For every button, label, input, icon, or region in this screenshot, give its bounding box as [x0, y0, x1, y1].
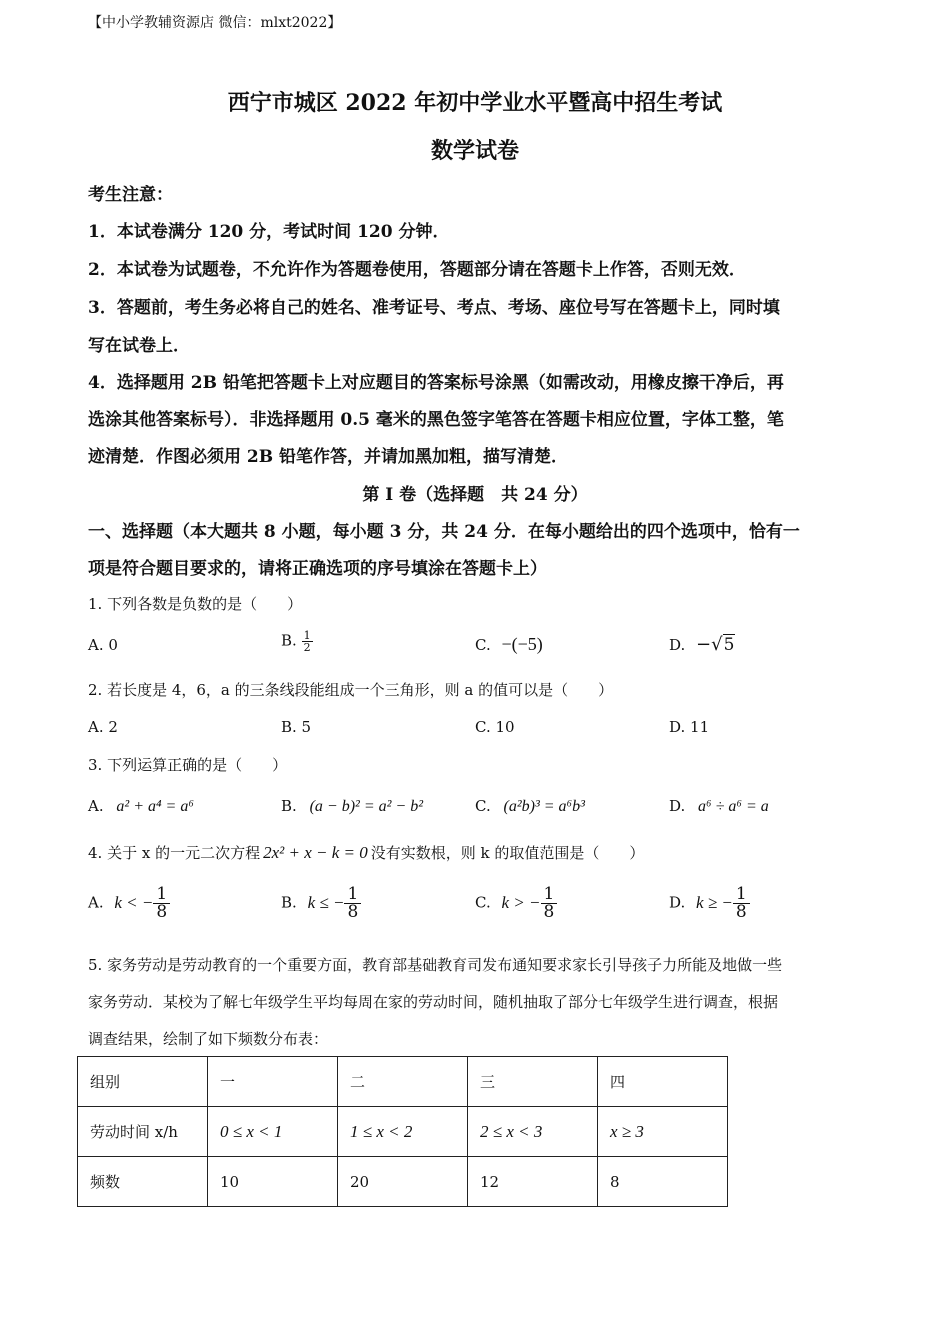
table-row	[78, 1057, 728, 1107]
q4-option-a-label: A.	[88, 893, 104, 912]
q4-stem-pre: 4. 关于 x 的一元二次方程	[88, 844, 261, 862]
q2-option-a: A. 2	[88, 718, 118, 736]
q3-option-b-label: B.	[281, 797, 297, 815]
table-cell: 1 ≤ x < 2	[338, 1107, 468, 1157]
q4-equation: 2x² + x − k = 0	[263, 843, 368, 862]
table-cell: 频数	[78, 1157, 208, 1207]
q1-stem: 1. 下列各数是负数的是（ ）	[88, 595, 303, 613]
frequency-table	[77, 1056, 728, 1207]
q4-c-numerator: 1	[541, 886, 558, 904]
q3-option-d-math: a⁶ ÷ a⁶ = a	[698, 798, 769, 815]
exam-subtitle: 数学试卷	[430, 138, 519, 164]
q4-option-d-label: D.	[669, 893, 686, 912]
q1-option-b	[281, 630, 313, 653]
q5-line3: 调查结果，绘制了如下频数分布表：	[88, 1030, 329, 1048]
q4-option-d-fraction	[733, 886, 750, 921]
q2-option-d: D. 11	[669, 718, 710, 736]
q1-option-b-label: B.	[281, 631, 297, 650]
table-row	[78, 1157, 728, 1207]
q1-option-c	[475, 634, 543, 655]
q2-stem: 2. 若长度是 4，6，a 的三条线段能组成一个三角形，则 a 的值可以是（ ）	[88, 681, 614, 699]
q1-b-numerator: 1	[303, 629, 311, 642]
notice-item-4-cont: 选涂其他答案标号）．非选择题用 0.5 毫米的黑色签字笔答在答题卡相应位置，字体工整，笔	[88, 410, 784, 430]
watermark-header: 【中小学教辅资源店 微信：mlxt2022】	[88, 15, 342, 31]
table-cell: 20	[338, 1157, 468, 1207]
q4-option-d-relation: k ≥ −	[696, 892, 733, 912]
q3-option-d-label: D.	[669, 797, 686, 815]
notice-item-2: 2．本试卷为试题卷，不允许作为答题卷使用，答题部分请在答题卡上作答，否则无效．	[88, 260, 746, 280]
q4-option-c-relation: k > −	[501, 892, 541, 912]
q4-option-a	[88, 886, 170, 921]
notice-item-1: 1．本试卷满分 120 分，考试时间 120 分钟．	[88, 222, 450, 242]
table-row	[78, 1107, 728, 1157]
q4-option-c-label: C.	[475, 893, 491, 912]
notice-item-3-cont: 写在试卷上．	[88, 336, 190, 356]
q5-line2: 家务劳动．某校为了解七年级学生平均每周在家的劳动时间，随机抽取了部分七年级学生进行调查，根据	[88, 993, 779, 1011]
q3-option-c-math: (a²b)³ = a⁶b³	[503, 798, 585, 815]
sqrt-icon: √	[711, 634, 723, 655]
q1-b-denominator: 2	[303, 641, 311, 654]
notice-item-4: 4．选择题用 2B 铅笔把答题卡上对应题目的答案标号涂黑（如需改动，用橡皮擦干净后，再	[88, 373, 784, 393]
q4-d-denominator: 8	[735, 902, 747, 922]
table-cell: 二	[338, 1057, 468, 1107]
q4-c-denominator: 8	[543, 902, 555, 922]
q4-b-numerator: 1	[344, 886, 361, 904]
q4-option-d	[669, 886, 750, 921]
q3-option-c-label: C.	[475, 797, 491, 815]
q4-a-numerator: 1	[153, 886, 170, 904]
q4-option-b	[281, 886, 361, 921]
q1-option-a: A. 0	[88, 636, 118, 654]
q1-option-d-label: D.	[669, 636, 686, 654]
q4-option-a-relation: k < −	[114, 892, 154, 912]
table-cell: 2 ≤ x < 3	[468, 1107, 598, 1157]
table-cell: x ≥ 3	[598, 1107, 728, 1157]
q5-line1: 5. 家务劳动是劳动教育的一个重要方面，教育部基础教育司发布通知要求家长引导孩子力所能及地做一些	[88, 956, 783, 974]
table-cell: 一	[208, 1057, 338, 1107]
q2-option-c: C. 10	[475, 718, 515, 736]
q3-option-d	[669, 797, 769, 816]
exam-title: 西宁市城区 2022 年初中学业水平暨高中招生考试	[227, 90, 723, 116]
q4-option-c-fraction	[541, 886, 558, 921]
q1-option-b-fraction	[302, 630, 313, 653]
q4-d-numerator: 1	[733, 886, 750, 904]
q3-option-a-label: A.	[88, 797, 104, 815]
q4-option-a-fraction	[153, 886, 170, 921]
notice-item-4-cont2: 迹清楚．作图必须用 2B 铅笔作答，并请加黑加粗，描写清楚．	[88, 447, 569, 467]
q3-option-a-math: a² + a⁴ = a⁶	[116, 798, 194, 815]
q1-option-d	[669, 634, 735, 655]
q3-option-c	[475, 797, 585, 816]
q3-option-a	[88, 797, 194, 816]
section-intro-line2: 项是符合题目要求的，请将正确选项的序号填涂在答题卡上）	[88, 559, 547, 579]
table-cell: 8	[598, 1157, 728, 1207]
table-cell: 三	[468, 1057, 598, 1107]
q3-stem: 3. 下列运算正确的是（ ）	[88, 756, 288, 774]
q1-option-c-math: −(−5)	[501, 634, 543, 654]
table-cell: 12	[468, 1157, 598, 1207]
q4-b-denominator: 8	[347, 902, 359, 922]
q1-option-d-radicand: 5	[723, 635, 735, 655]
q2-option-b: B. 5	[281, 718, 312, 736]
q4-option-b-relation: k ≤ −	[307, 892, 345, 912]
table-cell: 四	[598, 1057, 728, 1107]
q3-option-b-math: (a − b)² = a² − b²	[309, 798, 424, 815]
q4-option-b-label: B.	[281, 893, 297, 912]
table-cell: 10	[208, 1157, 338, 1207]
section-intro-line1: 一、选择题（本大题共 8 小题，每小题 3 分，共 24 分．在每小题给出的四个选项中，恰有一	[88, 522, 800, 542]
q4-option-c	[475, 886, 557, 921]
notice-heading: 考生注意：	[88, 185, 173, 205]
part1-title: 第 I 卷（选择题 共 24 分）	[362, 485, 588, 505]
q1-option-d-sign: −	[696, 634, 712, 655]
q1-option-c-label: C.	[475, 636, 491, 654]
q4-option-b-fraction	[344, 886, 361, 921]
q4-stem-post: 没有实数根，则 k 的取值范围是（ ）	[370, 844, 645, 862]
notice-item-3: 3．答题前，考生务必将自己的姓名、准考证号、考点、考场、座位号写在答题卡上，同时填	[88, 298, 780, 318]
q3-option-b	[281, 797, 423, 816]
table-cell: 劳动时间 x/h	[78, 1107, 208, 1157]
q4-stem	[88, 842, 644, 863]
q4-a-denominator: 8	[156, 902, 168, 922]
table-cell: 0 ≤ x < 1	[208, 1107, 338, 1157]
table-cell: 组别	[78, 1057, 208, 1107]
